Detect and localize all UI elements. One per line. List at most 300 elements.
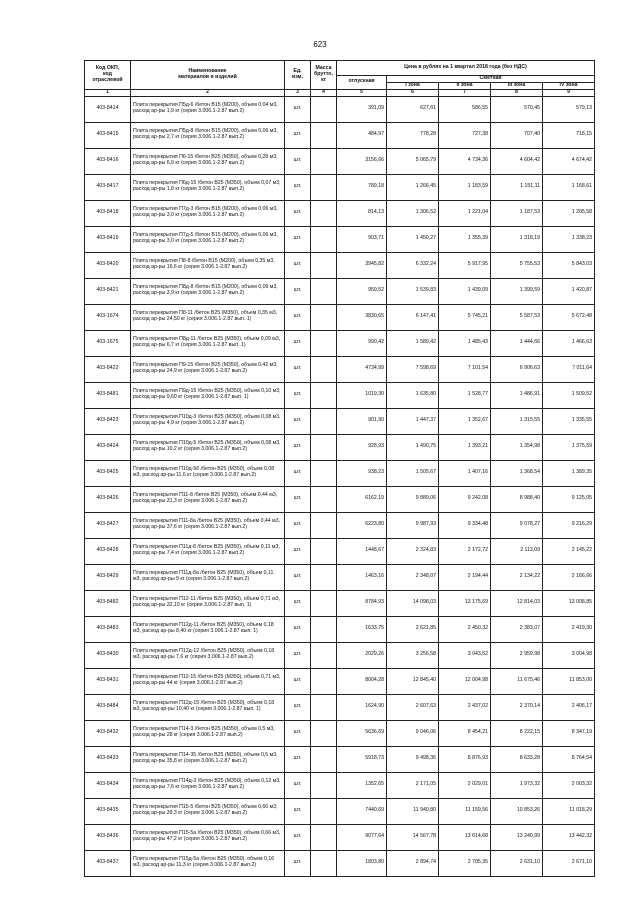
item-unit: шт. bbox=[285, 538, 311, 564]
zone-3-price: 5 755,53 bbox=[491, 252, 543, 278]
header-zone-2: II зона bbox=[439, 82, 491, 89]
item-mass bbox=[311, 330, 337, 356]
zone-4-price: 2 406,17 bbox=[543, 694, 595, 720]
column-number: 4 bbox=[311, 89, 337, 96]
table-row bbox=[85, 538, 595, 564]
item-unit: шт. bbox=[285, 122, 311, 148]
header-zone-1: I зона bbox=[387, 82, 439, 89]
price-table bbox=[84, 60, 595, 877]
zone-1-price: 2 607,63 bbox=[387, 694, 439, 720]
item-unit: шт. bbox=[285, 252, 311, 278]
zone-3-price: 2 134,22 bbox=[491, 564, 543, 590]
zone-3-price: 5 587,53 bbox=[491, 304, 543, 330]
item-mass bbox=[311, 278, 337, 304]
zone-2-price: 4 734,36 bbox=[439, 148, 491, 174]
table-row bbox=[85, 434, 595, 460]
zone-3-price: 9 078,27 bbox=[491, 512, 543, 538]
table-row bbox=[85, 122, 595, 148]
item-name: Плита перекрытия П12-11 /бетон В25 (М350), объем 0,71 м3, расход ар-ры 32,10 кг (серия 3.006.1-2.87 вып. 1) bbox=[131, 590, 285, 616]
item-unit: шт. bbox=[285, 512, 311, 538]
zone-3-price: 1 318,19 bbox=[491, 226, 543, 252]
zone-4-price: 2 419,30 bbox=[543, 616, 595, 642]
table-row bbox=[85, 772, 595, 798]
zone-1-price: 14 567,78 bbox=[387, 824, 439, 850]
release-price: 990,42 bbox=[337, 330, 387, 356]
item-unit: шт. bbox=[285, 746, 311, 772]
zone-2-price: 8 876,93 bbox=[439, 746, 491, 772]
item-name: Плита перекрытия П8д-8 /бетон В15 (М200), объем 0,09 м3, расход ар-ры 3,9 кг (серия 3.006.1-2.87 вып.2) bbox=[131, 278, 285, 304]
table-row bbox=[85, 226, 595, 252]
item-name: Плита перекрытия П15д-5а /бетон В25 (М350), объем 0,16 м3, расход ар-ры 11,3 кг (серия 3.006.1-2.87 вып.2) bbox=[131, 850, 285, 876]
zone-2-price: 5 917,95 bbox=[439, 252, 491, 278]
zone-3-price: 1 315,55 bbox=[491, 408, 543, 434]
item-unit: шт. bbox=[285, 460, 311, 486]
zone-1-price: 1 266,45 bbox=[387, 174, 439, 200]
zone-2-price: 1 528,77 bbox=[439, 382, 491, 408]
item-code: 403-8436 bbox=[85, 824, 131, 850]
item-code: 403-8431 bbox=[85, 668, 131, 694]
release-price: 484,97 bbox=[337, 122, 387, 148]
release-price: 391,09 bbox=[337, 96, 387, 122]
table-row bbox=[85, 382, 595, 408]
header-price-group: Цена в рублях на 1 квартал 2018 года (без НДС) bbox=[337, 61, 595, 76]
header-release-price: отпускная bbox=[337, 76, 387, 90]
item-name: Плита перекрытия П5д-6 /бетон В15 (М200), объем 0,04 м3, расход ар-ры 1,9 кг (серия 3.006.1-2.87 вып.2) bbox=[131, 96, 285, 122]
table-row bbox=[85, 486, 595, 512]
zone-3-price: 2 113,09 bbox=[491, 538, 543, 564]
item-code: 403-8424 bbox=[85, 434, 131, 460]
zone-2-price: 9 334,48 bbox=[439, 512, 491, 538]
zone-2-price: 1 183,59 bbox=[439, 174, 491, 200]
zone-4-price: 1 168,61 bbox=[543, 174, 595, 200]
zone-3-price: 1 187,53 bbox=[491, 200, 543, 226]
item-code: 403-8437 bbox=[85, 850, 131, 876]
zone-4-price: 579,13 bbox=[543, 96, 595, 122]
item-unit: шт. bbox=[285, 434, 311, 460]
zone-4-price: 7 011,64 bbox=[543, 356, 595, 382]
item-name: Плита перекрытия П14-35 /бетон В25 (М350), объем 0,5 м3, расход ар-ры 35,8 кг (серия 3.006.1-2.87 вып.2) bbox=[131, 746, 285, 772]
zone-3-price: 1 973,32 bbox=[491, 772, 543, 798]
item-mass bbox=[311, 434, 337, 460]
zone-4-price: 718,15 bbox=[543, 122, 595, 148]
zone-2-price: 5 745,21 bbox=[439, 304, 491, 330]
table-row bbox=[85, 356, 595, 382]
table-row bbox=[85, 460, 595, 486]
release-price: 1019,30 bbox=[337, 382, 387, 408]
zone-1-price: 9 498,36 bbox=[387, 746, 439, 772]
item-code: 403-8430 bbox=[85, 642, 131, 668]
zone-2-price: 2 029,01 bbox=[439, 772, 491, 798]
item-name: Плита перекрытия П15-5 /бетон В25 (М350), объем 0,66 м3, расход ар-ры 39,3 кг (серия 3.006.1-2.87 вып.2) bbox=[131, 798, 285, 824]
item-unit: шт. bbox=[285, 330, 311, 356]
release-price: 928,93 bbox=[337, 434, 387, 460]
zone-1-price: 14 098,03 bbox=[387, 590, 439, 616]
item-code: 403-8434 bbox=[85, 772, 131, 798]
item-mass bbox=[311, 720, 337, 746]
item-name: Плита перекрытия П12д-12 /бетон В25 (М350), объем 0,18 м3, расход ар-ры 7,6 кг (серия 3.006.1-2.87 вып.2) bbox=[131, 642, 285, 668]
zone-1-price: 1 490,75 bbox=[387, 434, 439, 460]
release-price: 1463,16 bbox=[337, 564, 387, 590]
release-price: 4734,99 bbox=[337, 356, 387, 382]
table-row bbox=[85, 174, 595, 200]
zone-2-price: 8 454,21 bbox=[439, 720, 491, 746]
item-mass bbox=[311, 252, 337, 278]
zone-2-price: 13 614,68 bbox=[439, 824, 491, 850]
zone-2-price: 727,38 bbox=[439, 122, 491, 148]
zone-1-price: 3 256,58 bbox=[387, 642, 439, 668]
zone-3-price: 2 370,14 bbox=[491, 694, 543, 720]
release-price: 9077,64 bbox=[337, 824, 387, 850]
column-number: 2 bbox=[131, 89, 285, 96]
item-code: 403-8420 bbox=[85, 252, 131, 278]
release-price: 814,13 bbox=[337, 200, 387, 226]
item-name: Плита перекрытия П14д-3 /бетон В25 (М350), объем 0,12 м3, расход ар-ры 7,6 кг (серия 3.006.1-2.87 вып.2) bbox=[131, 772, 285, 798]
column-number: 6 bbox=[387, 89, 439, 96]
table-row bbox=[85, 512, 595, 538]
column-number: 3 bbox=[285, 89, 311, 96]
table-row bbox=[85, 616, 595, 642]
zone-4-price: 1 389,35 bbox=[543, 460, 595, 486]
item-mass bbox=[311, 512, 337, 538]
item-mass bbox=[311, 850, 337, 876]
zone-1-price: 1 635,80 bbox=[387, 382, 439, 408]
zone-1-price: 2 621,85 bbox=[387, 616, 439, 642]
release-price: 938,23 bbox=[337, 460, 387, 486]
table-row bbox=[85, 850, 595, 876]
item-unit: шт. bbox=[285, 408, 311, 434]
zone-1-price: 627,61 bbox=[387, 96, 439, 122]
item-name: Плита перекрытия П8-8 /бетон В15 (М200), объем 0,35 м3, расход ар-ры 16,6 кг (серия 3.006.1-2.87 вып.2) bbox=[131, 252, 285, 278]
item-name: Плита перекрытия П10д-5 /бетон В25 (М350), объем 0,08 м3, расход ар-ры 10,2 кг (серия 3.006.1-2.87 вып.2) bbox=[131, 434, 285, 460]
item-code: 403-8417 bbox=[85, 174, 131, 200]
header-mass: Масса брутто, кг bbox=[311, 61, 337, 90]
zone-4-price: 8 347,19 bbox=[543, 720, 595, 746]
release-price: 6223,80 bbox=[337, 512, 387, 538]
zone-4-price: 2 145,22 bbox=[543, 538, 595, 564]
zone-1-price: 2 348,07 bbox=[387, 564, 439, 590]
column-number: 5 bbox=[337, 89, 387, 96]
zone-4-price: 2 166,66 bbox=[543, 564, 595, 590]
release-price: 789,18 bbox=[337, 174, 387, 200]
zone-4-price: 2 671,10 bbox=[543, 850, 595, 876]
release-price: 959,52 bbox=[337, 278, 387, 304]
zone-1-price: 5 065,79 bbox=[387, 148, 439, 174]
item-name: Плита перекрытия П11д-8а /бетон В25 (М350), объем 0,11 м3, расход ар-ры 9 кг (серия 3.006.1-2.87 вып.2) bbox=[131, 564, 285, 590]
item-mass bbox=[311, 382, 337, 408]
zone-3-price: 8 988,40 bbox=[491, 486, 543, 512]
item-code: 403-8425 bbox=[85, 460, 131, 486]
zone-3-price: 1 368,54 bbox=[491, 460, 543, 486]
item-name: Плита перекрытия П14-3 /бетон В25 (М350), объем 0,5 м3, расход ар-ры 28 кг (серия 3.006.1-2.87 вып.2) bbox=[131, 720, 285, 746]
item-code: 403-8414 bbox=[85, 96, 131, 122]
column-number: 7 bbox=[439, 89, 491, 96]
zone-4-price: 1 420,87 bbox=[543, 278, 595, 304]
header-code: Код ОКП, код отраслевой bbox=[85, 61, 131, 90]
item-mass bbox=[311, 824, 337, 850]
item-mass bbox=[311, 772, 337, 798]
release-price: 1633,75 bbox=[337, 616, 387, 642]
zone-1-price: 1 539,83 bbox=[387, 278, 439, 304]
item-name: Плита перекрытия П15-5а /бетон В25 (М350), объем 0,66 м3, расход ар-ры 47,2 кг (серия 3.006.1-2.87 вып.2) bbox=[131, 824, 285, 850]
item-unit: шт. bbox=[285, 616, 311, 642]
item-name: Плита перекрытия П11д-8 /бетон В25 (М350), объем 0,11 м3, расход ар-ры 7,4 кг (серия 3.006.1-2.87 вып.2) bbox=[131, 538, 285, 564]
item-mass bbox=[311, 356, 337, 382]
zone-3-price: 1 354,98 bbox=[491, 434, 543, 460]
zone-3-price: 707,40 bbox=[491, 122, 543, 148]
item-code: 403-8416 bbox=[85, 148, 131, 174]
release-price: 1803,80 bbox=[337, 850, 387, 876]
zone-2-price: 1 485,43 bbox=[439, 330, 491, 356]
item-name: Плита перекрытия П8д-11 /бетон В25 (М350), объем 0,09 м3, расход ар-ры 6,7 кг (серия 3.006.1-2.87 вып. 1) bbox=[131, 330, 285, 356]
item-code: 403-8427 bbox=[85, 512, 131, 538]
item-name: Плита перекрытия П7д-3 /бетон В15 (М200), объем 0,06 м3, расход ар-ры 3,0 кг (серия 3.006.1-2.87 вып.2) bbox=[131, 200, 285, 226]
zone-3-price: 1 399,59 bbox=[491, 278, 543, 304]
zone-2-price: 2 705,35 bbox=[439, 850, 491, 876]
item-unit: шт. bbox=[285, 694, 311, 720]
zone-2-price: 1 393,21 bbox=[439, 434, 491, 460]
column-number: 9 bbox=[543, 89, 595, 96]
zone-4-price: 13 442,32 bbox=[543, 824, 595, 850]
table-row bbox=[85, 96, 595, 122]
zone-3-price: 12 814,03 bbox=[491, 590, 543, 616]
zone-1-price: 9 046,06 bbox=[387, 720, 439, 746]
page-number: 623 bbox=[313, 40, 327, 49]
table-row bbox=[85, 304, 595, 330]
table-row bbox=[85, 694, 595, 720]
zone-2-price: 2 437,02 bbox=[439, 694, 491, 720]
zone-4-price: 1 509,52 bbox=[543, 382, 595, 408]
item-unit: шт. bbox=[285, 668, 311, 694]
item-name: Плита перекрытия П5д-8 /бетон В15 (М200), объем 0,06 м3, расход ар-ры 2,7 кг (серия 3.006.1-2.87 вып.2) bbox=[131, 122, 285, 148]
zone-4-price: 11 018,29 bbox=[543, 798, 595, 824]
zone-1-price: 778,28 bbox=[387, 122, 439, 148]
zone-1-price: 6 332,24 bbox=[387, 252, 439, 278]
release-price: 3156,66 bbox=[337, 148, 387, 174]
item-name: Плита перекрытия П10д-3 /бетон В25 (М350), объем 0,08 м3, расход ар-ры 4,9 кг (серия 3.006.1-2.87 вып.2) bbox=[131, 408, 285, 434]
zone-4-price: 4 674,42 bbox=[543, 148, 595, 174]
item-mass bbox=[311, 798, 337, 824]
table-row bbox=[85, 746, 595, 772]
zone-1-price: 1 306,52 bbox=[387, 200, 439, 226]
zone-1-price: 7 598,69 bbox=[387, 356, 439, 382]
zone-4-price: 1 335,55 bbox=[543, 408, 595, 434]
table-body bbox=[85, 96, 595, 876]
item-mass bbox=[311, 616, 337, 642]
release-price: 8784,93 bbox=[337, 590, 387, 616]
zone-1-price: 12 845,40 bbox=[387, 668, 439, 694]
item-mass bbox=[311, 564, 337, 590]
zone-3-price: 6 906,63 bbox=[491, 356, 543, 382]
item-name: Плита перекрытия П12д-15 /бетон В25 (М350), объем 0,18 м3, расход ар-ры 10,40 кг (серия 3.006.1-2.87 вып. 1) bbox=[131, 694, 285, 720]
zone-4-price: 9 216,29 bbox=[543, 512, 595, 538]
zone-2-price: 2 194,44 bbox=[439, 564, 491, 590]
item-unit: шт. bbox=[285, 356, 311, 382]
release-price: 1448,67 bbox=[337, 538, 387, 564]
item-unit: шт. bbox=[285, 850, 311, 876]
zone-2-price: 1 355,39 bbox=[439, 226, 491, 252]
item-name: Плита перекрытия П12-15 /бетон В25 (М350), объем 0,71 м3, расход ар-ры 44 кг (серия 3.006.1-2.87 вып.2) bbox=[131, 668, 285, 694]
item-name: Плита перекрытия П12д-11 /бетон В25 (М350), объем 0,18 м3, расход ар-ры 8,40 кг (серия 3.006.1-2.87 вып. 1) bbox=[131, 616, 285, 642]
item-mass bbox=[311, 148, 337, 174]
zone-3-price: 1 444,66 bbox=[491, 330, 543, 356]
zone-2-price: 11 159,56 bbox=[439, 798, 491, 824]
zone-1-price: 1 505,67 bbox=[387, 460, 439, 486]
item-unit: шт. bbox=[285, 278, 311, 304]
item-unit: шт. bbox=[285, 642, 311, 668]
item-code: 403-1675 bbox=[85, 330, 131, 356]
zone-1-price: 1 589,42 bbox=[387, 330, 439, 356]
item-mass bbox=[311, 538, 337, 564]
zone-4-price: 1 466,63 bbox=[543, 330, 595, 356]
table-row bbox=[85, 564, 595, 590]
zone-1-price: 9 987,93 bbox=[387, 512, 439, 538]
item-code: 403-8483 bbox=[85, 616, 131, 642]
zone-1-price: 1 450,27 bbox=[387, 226, 439, 252]
zone-2-price: 9 242,08 bbox=[439, 486, 491, 512]
zone-2-price: 2 450,32 bbox=[439, 616, 491, 642]
zone-4-price: 8 764,54 bbox=[543, 746, 595, 772]
zone-4-price: 1 338,23 bbox=[543, 226, 595, 252]
item-mass bbox=[311, 590, 337, 616]
table-row bbox=[85, 590, 595, 616]
zone-4-price: 5 672,48 bbox=[543, 304, 595, 330]
column-number: 8 bbox=[491, 89, 543, 96]
zone-1-price: 9 889,06 bbox=[387, 486, 439, 512]
table-row bbox=[85, 252, 595, 278]
header-name: Наименование материалов и изделий bbox=[131, 61, 285, 90]
zone-2-price: 12 004,98 bbox=[439, 668, 491, 694]
release-price: 2029,26 bbox=[337, 642, 387, 668]
table-row bbox=[85, 642, 595, 668]
release-price: 1352,65 bbox=[337, 772, 387, 798]
zone-4-price: 3 004,98 bbox=[543, 642, 595, 668]
table-row bbox=[85, 668, 595, 694]
item-unit: шт. bbox=[285, 174, 311, 200]
zone-4-price: 1 375,59 bbox=[543, 434, 595, 460]
zone-1-price: 2 324,83 bbox=[387, 538, 439, 564]
item-unit: шт. bbox=[285, 720, 311, 746]
zone-2-price: 2 172,72 bbox=[439, 538, 491, 564]
item-name: Плита перекрытия П7д-5 /бетон В15 (М200), объем 0,06 м3, расход ар-ры 3,0 кг (серия 3.006.1-2.87 вып.2) bbox=[131, 226, 285, 252]
header-unit: Ед. изм. bbox=[285, 61, 311, 90]
zone-3-price: 1 151,11 bbox=[491, 174, 543, 200]
item-code: 403-8435 bbox=[85, 798, 131, 824]
zone-3-price: 10 853,26 bbox=[491, 798, 543, 824]
zone-2-price: 1 221,04 bbox=[439, 200, 491, 226]
item-mass bbox=[311, 746, 337, 772]
release-price: 903,71 bbox=[337, 226, 387, 252]
item-name: Плита перекрытия П11-8а /бетон В25 (М350), объем 0,44 м3, расход ар-ры 37,6 кг (серия 3.006.1-2.87 вып.2) bbox=[131, 512, 285, 538]
release-price: 8004,28 bbox=[337, 668, 387, 694]
zone-1-price: 2 171,05 bbox=[387, 772, 439, 798]
zone-2-price: 13 175,69 bbox=[439, 590, 491, 616]
item-mass bbox=[311, 96, 337, 122]
release-price: 3945,82 bbox=[337, 252, 387, 278]
zone-2-price: 1 439,09 bbox=[439, 278, 491, 304]
table-row bbox=[85, 720, 595, 746]
item-name: Плита перекрытия П9-15 /бетон В25 (М350), объем 0,42 м3, расход ар-ры 24,9 кг (серия 3.006.1-2.87 вып.2) bbox=[131, 356, 285, 382]
item-mass bbox=[311, 304, 337, 330]
zone-3-price: 2 959,98 bbox=[491, 642, 543, 668]
item-mass bbox=[311, 200, 337, 226]
table-row bbox=[85, 798, 595, 824]
zone-2-price: 3 043,52 bbox=[439, 642, 491, 668]
item-mass bbox=[311, 668, 337, 694]
release-price: 6162,19 bbox=[337, 486, 387, 512]
zone-4-price: 2 003,32 bbox=[543, 772, 595, 798]
item-name: Плита перекрытия П9д-15 /бетон В25 (М350), объем 0,10 м3, расход ар-ры 9,60 кг (серия 3.006.1-2.87 вып. 1) bbox=[131, 382, 285, 408]
table-row bbox=[85, 148, 595, 174]
zone-4-price: 13 008,85 bbox=[543, 590, 595, 616]
item-name: Плита перекрытия П11-8 /бетон В25 (М350), объем 0,44 м3, расход ар-ры 31,3 кг (серия 3.006.1-2.87 вып.2) bbox=[131, 486, 285, 512]
item-code: 403-8433 bbox=[85, 746, 131, 772]
release-price: 901,90 bbox=[337, 408, 387, 434]
header-estimate: Сметная bbox=[387, 76, 595, 83]
item-mass bbox=[311, 486, 337, 512]
item-name: Плита перекрытия П6-15 /бетон В25 (М350), объем 0,28 м3, расход ар-ры 6,9 кг (серия 3.006.1-2.87 вып.2) bbox=[131, 148, 285, 174]
item-code: 403-8415 bbox=[85, 122, 131, 148]
item-unit: шт. bbox=[285, 772, 311, 798]
release-price: 5918,73 bbox=[337, 746, 387, 772]
item-unit: шт. bbox=[285, 564, 311, 590]
item-code: 403-8481 bbox=[85, 382, 131, 408]
item-code: 403-8418 bbox=[85, 200, 131, 226]
zone-4-price: 9 125,05 bbox=[543, 486, 595, 512]
zone-3-price: 2 631,10 bbox=[491, 850, 543, 876]
item-mass bbox=[311, 642, 337, 668]
item-name: Плита перекрытия П6д-15 /бетон В25 (М350), объем 0,07 м3, расход ар-ры 1,8 кг (серия 3.006.1-2.87 вып.2) bbox=[131, 174, 285, 200]
item-code: 403-8426 bbox=[85, 486, 131, 512]
item-unit: шт. bbox=[285, 486, 311, 512]
item-unit: шт. bbox=[285, 200, 311, 226]
zone-3-price: 2 383,07 bbox=[491, 616, 543, 642]
item-unit: шт. bbox=[285, 226, 311, 252]
item-mass bbox=[311, 408, 337, 434]
release-price: 3830,65 bbox=[337, 304, 387, 330]
item-mass bbox=[311, 460, 337, 486]
item-code: 403-8423 bbox=[85, 408, 131, 434]
item-code: 403-8484 bbox=[85, 694, 131, 720]
item-mass bbox=[311, 694, 337, 720]
item-code: 403-8422 bbox=[85, 356, 131, 382]
release-price: 5636,69 bbox=[337, 720, 387, 746]
zone-3-price: 11 675,46 bbox=[491, 668, 543, 694]
item-unit: шт. bbox=[285, 590, 311, 616]
item-unit: шт. bbox=[285, 798, 311, 824]
zone-3-price: 8 222,15 bbox=[491, 720, 543, 746]
item-mass bbox=[311, 226, 337, 252]
header-zone-3: III зона bbox=[491, 82, 543, 89]
table-row bbox=[85, 278, 595, 304]
table-row bbox=[85, 330, 595, 356]
zone-3-price: 8 633,28 bbox=[491, 746, 543, 772]
zone-3-price: 13 240,99 bbox=[491, 824, 543, 850]
item-code: 403-8432 bbox=[85, 720, 131, 746]
zone-4-price: 5 843,03 bbox=[543, 252, 595, 278]
header-zone-4: IV зона bbox=[543, 82, 595, 89]
zone-2-price: 1 352,67 bbox=[439, 408, 491, 434]
zone-3-price: 1 486,91 bbox=[491, 382, 543, 408]
release-price: 7440,69 bbox=[337, 798, 387, 824]
zone-1-price: 6 147,41 bbox=[387, 304, 439, 330]
item-code: 403-8429 bbox=[85, 564, 131, 590]
item-unit: шт. bbox=[285, 304, 311, 330]
item-unit: шт. bbox=[285, 824, 311, 850]
zone-3-price: 570,45 bbox=[491, 96, 543, 122]
item-name: Плита перекрытия П10д-56 /бетон В25 (М350), объем 0,08 м3, расход ар-ры 11,6 кг (серия 3.006.1-2.87 вып.2) bbox=[131, 460, 285, 486]
zone-2-price: 7 101,54 bbox=[439, 356, 491, 382]
zone-2-price: 586,55 bbox=[439, 96, 491, 122]
